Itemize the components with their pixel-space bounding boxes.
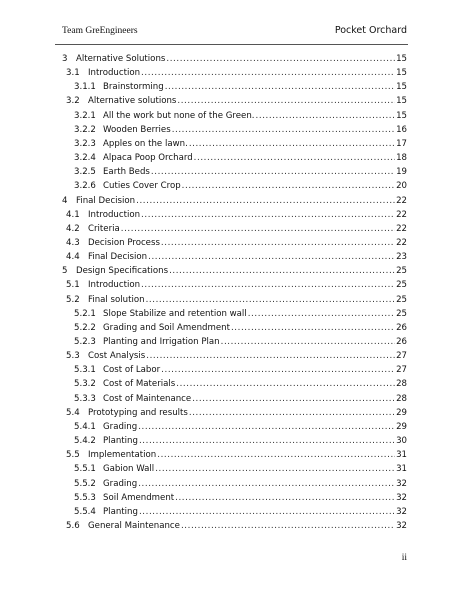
toc-entry-title: General Maintenance bbox=[88, 520, 180, 531]
toc-entry-page: 31 bbox=[396, 450, 407, 461]
toc-entry-page: 28 bbox=[396, 379, 407, 390]
toc-entry-page: 32 bbox=[396, 492, 407, 503]
toc-entry-title: Earth Beds bbox=[103, 167, 150, 178]
toc-entry-number: 3.2.5 bbox=[74, 167, 96, 178]
toc-entry[interactable] bbox=[74, 364, 407, 376]
toc-entry-title: Apples on the lawn. bbox=[103, 138, 188, 149]
toc-leader-dots bbox=[189, 408, 395, 419]
toc-entry-page: 29 bbox=[396, 421, 407, 432]
toc-entry[interactable] bbox=[66, 95, 407, 107]
toc-entry-number: 4.4 bbox=[66, 252, 80, 263]
toc-entry-title: Introduction bbox=[88, 209, 141, 220]
toc-entry-title: Implementation bbox=[88, 450, 157, 461]
toc-entry-number: 3.2 bbox=[66, 96, 80, 107]
toc-entry-title: Grading bbox=[103, 421, 138, 432]
toc-entry-number: 3.2.3 bbox=[74, 138, 96, 149]
toc-entry-page: 17 bbox=[396, 138, 407, 149]
toc-entry-title: Grading and Soil Amendment bbox=[103, 322, 230, 333]
toc-entry-page: 15 bbox=[396, 68, 407, 79]
toc-entry[interactable] bbox=[74, 152, 407, 164]
toc-entry-title: Alpaca Poop Orchard bbox=[103, 153, 193, 164]
toc-leader-dots bbox=[182, 181, 395, 192]
toc-entry-page: 25 bbox=[396, 308, 407, 319]
toc-leader-dots bbox=[139, 436, 395, 447]
toc-entry[interactable] bbox=[66, 407, 407, 419]
toc-entry[interactable] bbox=[74, 421, 407, 433]
toc-leader-dots bbox=[161, 365, 395, 376]
toc-entry-title: Cost of Materials bbox=[103, 379, 176, 390]
toc-leader-dots bbox=[176, 379, 395, 390]
toc-entry-title: Final Decision bbox=[76, 195, 136, 206]
toc-entry-number: 3.2.2 bbox=[74, 124, 96, 135]
toc-leader-dots bbox=[165, 82, 395, 93]
toc-entry-page: 26 bbox=[396, 337, 407, 347]
toc-leader-dots bbox=[192, 394, 395, 405]
toc-entry[interactable] bbox=[66, 294, 407, 306]
toc-leader-dots bbox=[146, 295, 395, 306]
toc-entry-number: 5.1 bbox=[66, 280, 80, 291]
toc-leader-dots bbox=[194, 153, 395, 164]
toc-entry-number: 5.2 bbox=[66, 294, 80, 305]
toc-leader-dots bbox=[177, 96, 395, 107]
page-number: ii bbox=[401, 553, 407, 563]
toc-entry-page: 25 bbox=[396, 280, 407, 291]
toc-entry-page: 26 bbox=[396, 322, 407, 333]
toc-entry[interactable] bbox=[74, 478, 407, 490]
toc-entry-title: Gabion Wall bbox=[103, 464, 155, 475]
toc-entry-title: Cost of Maintenance bbox=[103, 393, 192, 404]
toc-entry-page: 31 bbox=[396, 464, 407, 475]
toc-entry[interactable] bbox=[74, 336, 407, 348]
toc-entry[interactable] bbox=[66, 350, 407, 362]
toc-entry-number: 5.5.3 bbox=[74, 492, 96, 503]
toc-entry[interactable] bbox=[74, 463, 407, 475]
toc-entry[interactable] bbox=[74, 81, 407, 93]
toc-leader-dots bbox=[141, 68, 395, 79]
toc-entry-number: 3 bbox=[62, 54, 68, 64]
toc-entry-number: 3.1 bbox=[66, 68, 80, 79]
toc-leader-dots bbox=[141, 210, 395, 221]
toc-entry-page: 19 bbox=[396, 167, 407, 178]
toc-entry-number: 5.5.1 bbox=[74, 464, 96, 475]
toc-entry-page: 22 bbox=[396, 195, 407, 206]
toc-entry-title: Cost Analysis bbox=[88, 351, 146, 362]
toc-leader-dots bbox=[231, 323, 395, 334]
toc-entry-page: 30 bbox=[396, 436, 407, 447]
toc-entry-page: 22 bbox=[396, 209, 407, 220]
toc-leader-dots bbox=[166, 54, 395, 65]
toc-entry-title: Prototyping and results bbox=[88, 407, 188, 418]
toc-entry[interactable] bbox=[74, 506, 407, 518]
toc-entry-page: 29 bbox=[396, 407, 407, 418]
toc-entry-title: Planting and Irrigation Plan bbox=[103, 337, 220, 347]
toc-leader-dots bbox=[221, 337, 395, 348]
toc-entry[interactable] bbox=[66, 237, 407, 249]
toc-entry[interactable] bbox=[66, 67, 407, 79]
toc-leader-dots bbox=[138, 479, 395, 490]
toc-entry-title: Grading bbox=[103, 478, 138, 489]
toc-leader-dots bbox=[141, 280, 395, 291]
toc-entry-number: 5.2.3 bbox=[74, 337, 96, 347]
toc-entry-page: 18 bbox=[396, 153, 407, 164]
toc-entry[interactable] bbox=[62, 53, 407, 65]
header-team-name: Team GreEngineers bbox=[62, 26, 138, 36]
header-rule bbox=[55, 44, 408, 45]
toc-leader-dots bbox=[172, 125, 395, 136]
toc-leader-dots bbox=[175, 493, 395, 504]
toc-entry-title: Decision Process bbox=[88, 237, 160, 248]
toc-leader-dots bbox=[248, 309, 395, 320]
toc-entry[interactable] bbox=[66, 209, 407, 221]
toc-entry[interactable] bbox=[74, 124, 407, 136]
toc-entry-number: 5.3.3 bbox=[74, 393, 96, 404]
toc-entry[interactable] bbox=[74, 393, 407, 405]
toc-leader-dots bbox=[161, 238, 395, 249]
toc-entry-page: 32 bbox=[396, 506, 407, 517]
toc-entry-title: Cuties Cover Crop bbox=[103, 181, 181, 192]
toc-entry-number: 5.5 bbox=[66, 450, 80, 461]
toc-entry-number: 5.2.2 bbox=[74, 322, 96, 333]
toc-entry-page: 27 bbox=[396, 351, 407, 362]
toc-entry-number: 5.3 bbox=[66, 351, 80, 362]
toc-entry-number: 5 bbox=[62, 266, 68, 277]
toc-entry-title: Criteria bbox=[88, 223, 120, 234]
toc-entry[interactable] bbox=[74, 308, 407, 320]
toc-entry[interactable] bbox=[74, 322, 407, 334]
toc-entry-number: 4.3 bbox=[66, 237, 80, 248]
toc-entry-title: Planting bbox=[103, 436, 138, 447]
toc-leader-dots bbox=[121, 224, 395, 235]
toc-entry-title: Soil Amendment bbox=[103, 492, 175, 503]
toc-entry-number: 5.2.1 bbox=[74, 308, 96, 319]
toc-leader-dots bbox=[169, 266, 395, 277]
toc-entry[interactable] bbox=[74, 166, 407, 178]
toc-leader-dots bbox=[181, 521, 395, 532]
toc-entry-page: 32 bbox=[396, 520, 407, 531]
toc-entry-number: 4.1 bbox=[66, 209, 80, 220]
toc-entry[interactable] bbox=[74, 180, 407, 192]
toc-entry-page: 32 bbox=[396, 478, 407, 489]
toc-leader-dots bbox=[155, 464, 395, 475]
toc-entry-title: Introduction bbox=[88, 280, 141, 291]
toc-entry-number: 5.4.1 bbox=[74, 421, 96, 432]
toc-entry-page: 22 bbox=[396, 223, 407, 234]
toc-leader-dots bbox=[139, 507, 395, 518]
toc-entry[interactable] bbox=[74, 492, 407, 504]
toc-entry-title: Slope Stabilize and retention wall bbox=[103, 308, 247, 319]
toc-entry-page: 15 bbox=[396, 96, 407, 107]
toc-entry[interactable] bbox=[66, 279, 407, 291]
toc-leader-dots bbox=[138, 422, 395, 433]
toc-entry-title: All the work but none of the Green. bbox=[103, 110, 255, 121]
toc-entry[interactable] bbox=[62, 195, 407, 207]
toc-entry-number: 5.4.2 bbox=[74, 436, 96, 447]
toc-entry-number: 3.1.1 bbox=[74, 82, 96, 93]
toc-entry-title: Alternative Solutions bbox=[76, 54, 166, 64]
toc-entry-page: 15 bbox=[396, 110, 407, 121]
toc-entry-title: Planting bbox=[103, 506, 138, 517]
toc-entry-number: 5.6 bbox=[66, 520, 80, 531]
toc-leader-dots bbox=[151, 167, 395, 178]
toc-entry-number: 5.3.2 bbox=[74, 379, 96, 390]
toc-entry-title: Brainstorming bbox=[103, 82, 164, 93]
toc-leader-dots bbox=[157, 450, 395, 461]
toc-entry-title: Final Decision bbox=[88, 252, 148, 263]
toc-entry[interactable] bbox=[74, 435, 407, 447]
toc-entry-page: 20 bbox=[396, 181, 407, 192]
toc-entry-page: 22 bbox=[396, 237, 407, 248]
toc-entry-number: 5.5.4 bbox=[74, 506, 96, 517]
toc-entry[interactable] bbox=[66, 223, 407, 235]
toc-entry-page: 25 bbox=[396, 294, 407, 305]
toc-entry-number: 3.2.4 bbox=[74, 153, 96, 164]
toc-leader-dots bbox=[136, 196, 395, 207]
toc-entry[interactable] bbox=[66, 449, 407, 461]
toc-entry-title: Final solution bbox=[88, 294, 145, 305]
toc-entry-title: Cost of Labor bbox=[103, 365, 161, 376]
toc-entry[interactable] bbox=[66, 520, 407, 532]
toc-entry-title: Design Specifications bbox=[76, 266, 169, 277]
toc-entry-number: 4.2 bbox=[66, 223, 80, 234]
toc-entry[interactable] bbox=[74, 110, 407, 122]
toc-leader-dots bbox=[148, 252, 395, 263]
toc-entry[interactable] bbox=[66, 251, 407, 263]
toc-entry-page: 15 bbox=[396, 54, 407, 64]
toc-entry-number: 5.5.2 bbox=[74, 478, 96, 489]
toc-entry-number: 3.2.6 bbox=[74, 181, 96, 192]
toc-entry-page: 23 bbox=[396, 252, 407, 263]
toc-entry-title: Introduction bbox=[88, 68, 141, 79]
toc-entry-number: 3.2.1 bbox=[74, 110, 96, 121]
toc-entry-page: 25 bbox=[396, 266, 407, 277]
toc-entry-page: 15 bbox=[396, 82, 407, 93]
toc-entry-number: 5.3.1 bbox=[74, 365, 96, 376]
toc-entry-page: 27 bbox=[396, 365, 407, 376]
toc-entry-page: 16 bbox=[396, 124, 407, 135]
toc-leader-dots bbox=[146, 351, 395, 362]
toc-entry-title: Alternative solutions bbox=[88, 96, 177, 107]
toc-entry[interactable] bbox=[62, 265, 407, 277]
toc-entry[interactable] bbox=[74, 138, 407, 150]
toc-leader-dots bbox=[189, 139, 395, 150]
toc-entry-number: 5.4 bbox=[66, 407, 80, 418]
toc-entry[interactable] bbox=[74, 378, 407, 390]
header-project-title: Pocket Orchard bbox=[334, 25, 407, 36]
toc-entry-title: Wooden Berries bbox=[103, 124, 171, 135]
toc-leader-dots bbox=[256, 111, 396, 122]
toc-entry-number: 4 bbox=[62, 195, 68, 206]
toc-entry-page: 28 bbox=[396, 393, 407, 404]
